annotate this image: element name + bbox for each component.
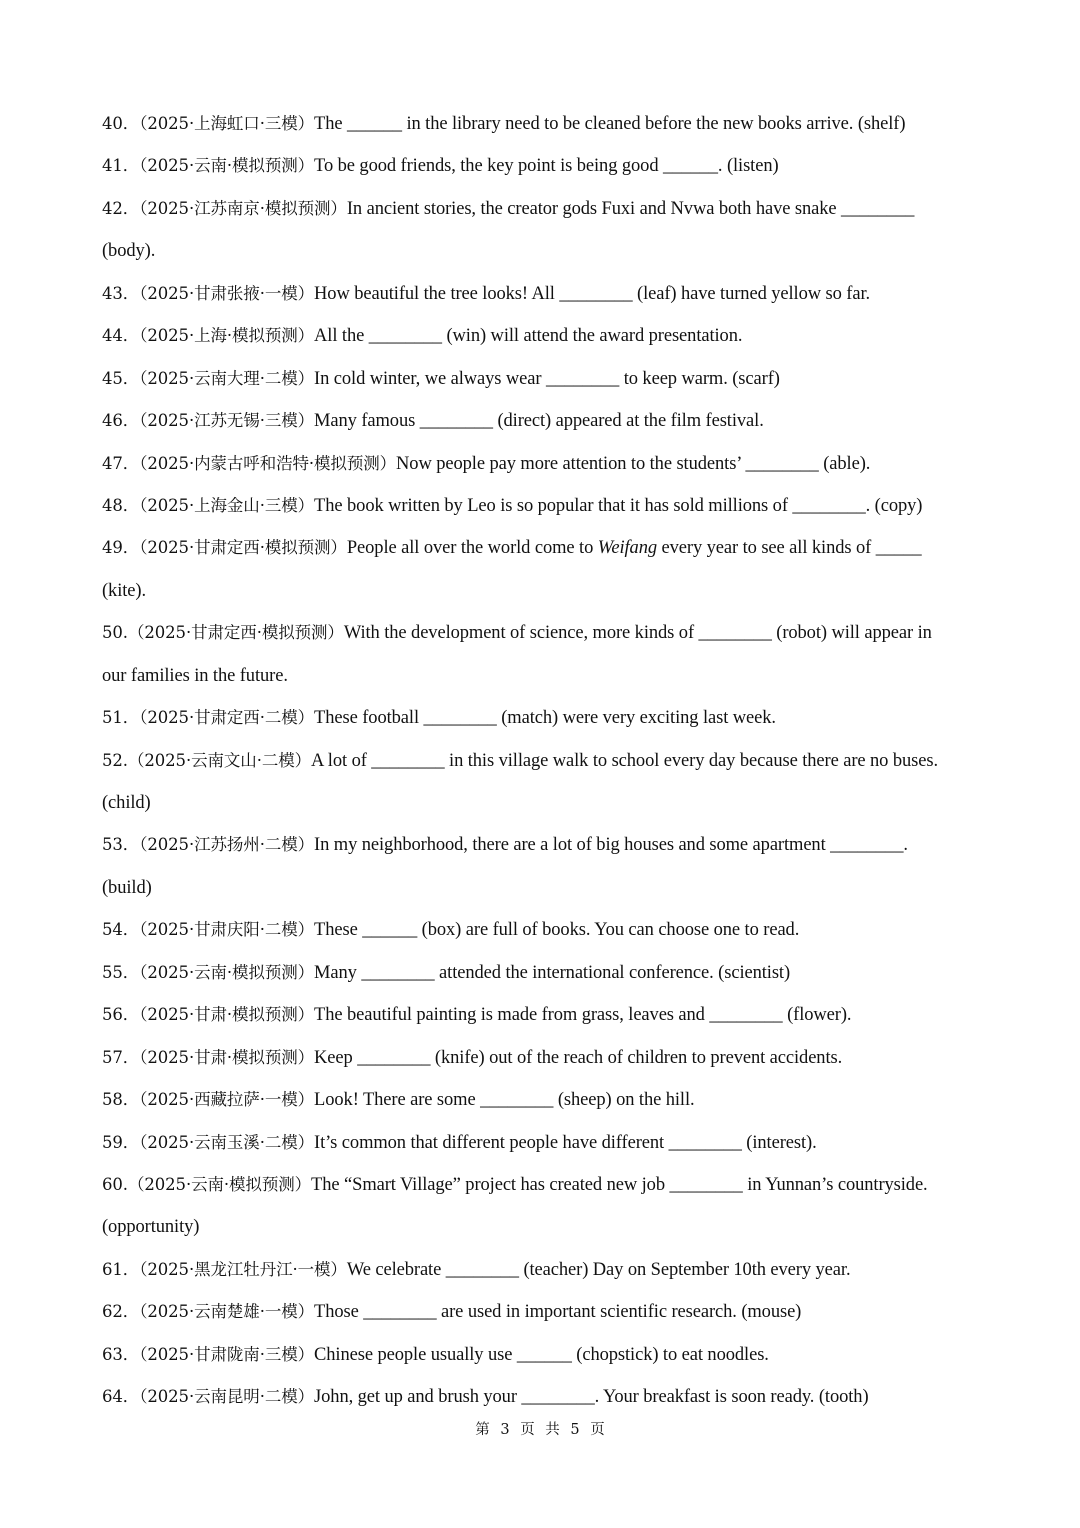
question-number: 62．: [102, 1302, 140, 1322]
question-line: [102, 1294, 987, 1336]
question-source: （2025·云南文山·二模）: [127, 750, 312, 770]
question-text: (body).: [102, 241, 156, 262]
question-line: [102, 318, 987, 360]
question-source: （2025·西藏拉萨·一模）: [139, 1090, 315, 1110]
question-text: (build): [102, 877, 152, 898]
question-number: 60.: [102, 1174, 128, 1194]
question-number: 56．: [102, 1005, 140, 1025]
question-number: 40．: [102, 114, 140, 133]
question-source: （2025·云南昆明·二模）: [139, 1387, 315, 1407]
question-source: （2025·云南玉溪·二模）: [139, 1132, 315, 1152]
question-text: (opportunity): [102, 1217, 200, 1238]
question-source: （2025·云南楚雄·一模）: [139, 1302, 315, 1322]
question-line: [102, 191, 987, 233]
question-text: To be good friends, the key point is being good ______. (listen): [314, 156, 779, 177]
question-source: （2025·黑龙江牡丹江·一模）: [139, 1259, 347, 1279]
question-text: With the development of science, more kinds of ________ (robot) will appear in: [343, 623, 932, 644]
question-text: (kite).: [102, 580, 146, 601]
question-number: 45．: [102, 368, 140, 388]
question-number: 43．: [102, 283, 140, 303]
question-number: 44．: [102, 326, 140, 346]
question-number: 50.: [102, 623, 128, 643]
question-line: [102, 1337, 987, 1379]
question-number: 61．: [102, 1259, 140, 1279]
question-text: The ______ in the library need to be cleaned before the new books arrive. (shelf): [314, 114, 906, 134]
question-number: 53．: [102, 835, 140, 855]
question-number: 46．: [102, 411, 140, 431]
question-line: [102, 1209, 987, 1251]
question-source: （2025·上海虹口·三模）: [139, 114, 315, 133]
question-text: our families in the future.: [102, 665, 288, 686]
question-line: [102, 743, 987, 785]
question-line: [102, 827, 987, 869]
question-number: 58．: [102, 1090, 140, 1110]
question-line: [102, 997, 987, 1039]
question-text: In ancient stories, the creator gods Fuxi and Nvwa both have snake ________: [346, 198, 915, 219]
question-line: [102, 912, 987, 954]
question-text: The “Smart Village” project has created new job ________ in Yunnan’s countryside.: [311, 1174, 928, 1195]
question-line: [102, 276, 987, 318]
question-source: （2025·上海金山·三模）: [139, 495, 315, 515]
question-line: [102, 106, 987, 148]
question-source: （2025·江苏无锡·三模）: [139, 411, 315, 431]
question-number: 48．: [102, 495, 140, 515]
question-text: These ______ (box) are full of books. You can choose one to read.: [314, 920, 800, 941]
question-line: [102, 403, 987, 445]
question-text: Chinese people usually use ______ (chopstick) to eat noodles.: [314, 1344, 769, 1365]
question-number: 59．: [102, 1132, 140, 1152]
question-number: 42．: [102, 198, 140, 218]
question-text: The beautiful painting is made from grass, leaves and ________ (flower).: [314, 1005, 852, 1026]
question-number: 52.: [102, 750, 128, 770]
question-text: We celebrate ________ (teacher) Day on September 10th every year.: [346, 1259, 851, 1280]
question-text: Look! There are some ________ (sheep) on the hill.: [314, 1090, 695, 1111]
question-source: （2025·云南·模拟预测）: [139, 962, 315, 982]
question-text: Many famous ________ (direct) appeared at the film festival.: [314, 411, 764, 432]
question-source: （2025·甘肃定西·模拟预测）: [139, 538, 347, 558]
page-footer: 第 3 页 共 5 页: [475, 1422, 605, 1438]
question-source: （2025·甘肃庆阳·二模）: [139, 920, 315, 940]
question-text: Keep ________ (knife) out of the reach of children to prevent accidents.: [314, 1047, 843, 1068]
question-text: Many ________ attended the international conference. (scientist): [314, 962, 791, 983]
question-number: 64．: [102, 1387, 140, 1407]
question-line: [102, 700, 987, 742]
question-text: People all over the world come to: [346, 538, 598, 559]
question-number: 41．: [102, 156, 140, 176]
question-source: （2025·江苏南京·模拟预测）: [139, 198, 347, 218]
question-italic-text: Weifang: [597, 538, 658, 559]
question-text: The book written by Leo is so popular that it has sold millions of ________. (copy): [314, 495, 923, 516]
question-text: Now people pay more attention to the students’ ________ (able).: [396, 453, 871, 474]
question-text: Those ________ are used in important scientific research. (mouse): [314, 1302, 802, 1323]
question-number: 51．: [102, 708, 140, 728]
question-line: [102, 870, 987, 912]
question-line: [102, 658, 987, 700]
question-line: [102, 1379, 987, 1421]
question-line: [102, 1082, 987, 1124]
question-source: （2025·上海·模拟预测）: [139, 326, 315, 346]
question-source: （2025·甘肃定西·模拟预测）: [127, 623, 344, 643]
question-line: [102, 1125, 987, 1167]
question-source: （2025·云南·模拟预测）: [127, 1174, 312, 1194]
question-number: 49．: [102, 538, 140, 558]
question-text: John, get up and brush your ________. Your breakfast is soon ready. (tooth): [314, 1387, 869, 1408]
question-source: （2025·云南大理·二模）: [139, 368, 315, 388]
question-number: 63．: [102, 1344, 140, 1364]
question-line: [102, 446, 987, 488]
question-line: [102, 573, 987, 615]
question-source: （2025·云南·模拟预测）: [139, 156, 315, 176]
question-line: [102, 785, 987, 827]
question-source: （2025·甘肃定西·二模）: [139, 708, 315, 728]
question-line: [102, 233, 987, 275]
question-line: [102, 361, 987, 403]
question-line: [102, 1167, 987, 1209]
question-number: 55．: [102, 962, 140, 982]
question-text: All the ________ (win) will attend the award presentation.: [314, 326, 743, 347]
question-line: [102, 1252, 987, 1294]
question-source: （2025·内蒙古呼和浩特·模拟预测）: [139, 453, 397, 473]
question-source: （2025·甘肃陇南·三模）: [139, 1344, 315, 1364]
question-text-tail: every year to see all kinds of _____: [657, 538, 922, 559]
question-source: （2025·甘肃·模拟预测）: [139, 1047, 315, 1067]
question-source: （2025·甘肃张掖·一模）: [139, 283, 315, 303]
question-number: 54．: [102, 920, 140, 940]
question-text: (child): [102, 793, 151, 813]
question-line: [102, 615, 987, 657]
question-line: [102, 955, 987, 997]
question-line: [102, 148, 987, 190]
question-text: It’s common that different people have different ________ (interest).: [314, 1132, 817, 1153]
question-list: [102, 106, 987, 1422]
question-line: [102, 530, 987, 572]
question-line: [102, 488, 987, 530]
question-text: A lot of ________ in this village walk to school every day because there are no buses.: [311, 750, 938, 771]
question-number: 57．: [102, 1047, 140, 1067]
question-line: [102, 1040, 987, 1082]
question-text: How beautiful the tree looks! All ________ (leaf) have turned yellow so far.: [314, 283, 871, 304]
question-source: （2025·江苏扬州·二模）: [139, 835, 315, 855]
question-text: These football ________ (match) were very exciting last week.: [314, 708, 776, 729]
question-text: In my neighborhood, there are a lot of big houses and some apartment ________.: [314, 835, 908, 856]
question-source: （2025·甘肃·模拟预测）: [139, 1005, 315, 1025]
question-number: 47．: [102, 453, 140, 473]
question-text: In cold winter, we always wear ________ to keep warm. (scarf): [314, 368, 780, 389]
